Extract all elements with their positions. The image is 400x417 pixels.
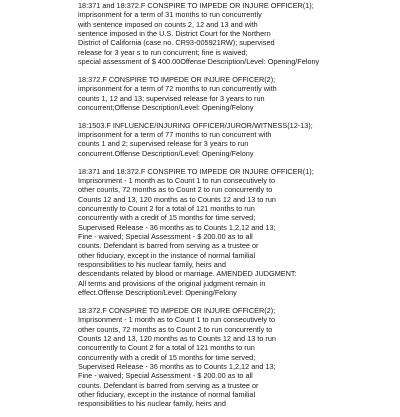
entry-text-line: other counts, 72 months as to Count 2 to run concurrently to xyxy=(78,324,273,334)
disposition-entry xyxy=(78,167,396,298)
entry-text-line: sentence imposed in the U.S. District Court for the Northern xyxy=(78,29,271,39)
disposition-entry xyxy=(78,121,396,158)
entry-text-line: Counts 12 and 13, 120 months as to Counts 12 and 13 to run xyxy=(78,194,276,204)
disposition-text xyxy=(78,1,396,417)
entry-heading: 18:372.F CONSPIRE TO IMPEDE OR INJURE OFFICER(2); xyxy=(78,74,276,84)
entry-text-line: District of California (case no. CR93-005921RW); supervised xyxy=(78,38,275,48)
entry-text-line: counts 1 and 2; supervised release for 3 years to run xyxy=(78,139,249,149)
entry-text-line: Fine - waived; Special Assessment - $ 200.00 as to all xyxy=(78,232,253,242)
entry-text-line: other fiduciary, except in the instance of normal familial xyxy=(78,390,256,400)
entry-text-line: counts. Defendant is barred from serving as a trustee or xyxy=(78,380,259,390)
entry-text-line: responsibilities to his nuclear family, heirs and xyxy=(78,399,226,409)
disposition-entry xyxy=(78,75,396,112)
entry-text-line: Imprisonment - 1 month as to Count 1 to run consecutively to xyxy=(78,315,276,325)
entry-text-line: counts 1, 12 and 13; supervised release for 3 years to run xyxy=(78,93,265,103)
entry-text-line: responsibilities to his nuclear family, heirs and xyxy=(78,260,226,270)
entry-text-line: imprisonment for a term of 72 months to run concurrently with xyxy=(78,84,277,94)
entry-text-line: Supervised Release - 36 months as to Counts 1,2,12 and 13; xyxy=(78,362,276,372)
entry-text-line: with sentence imposed on counts 2, 12 and 13 and with xyxy=(78,19,258,29)
entry-heading: 18:1503.F INFLUENCE/INJURING OFFICER/JUROR/WITNESS(12-13); xyxy=(78,120,313,130)
entry-text-line: Imprisonment - 1 month as to Count 1 to run consecutively to xyxy=(78,176,276,185)
entry-text-line: concurrent.Offense Description/Level: Opening/Felony xyxy=(78,148,254,158)
entry-text-line: concurrently to Count 2 for a total of 121 months to run xyxy=(78,343,255,353)
entry-text-line: concurrent;Offense Description/Level: Opening/Felony xyxy=(78,102,254,112)
entry-text-line: other counts, 72 months as to Count 2 to run concurrently to xyxy=(78,185,273,195)
entry-text-line: counts. Defendant is barred from serving as a trustee or xyxy=(78,241,259,251)
entry-text-line: Supervised Release - 36 months as to Counts 1,2,12 and 13; xyxy=(78,222,276,232)
entry-heading: 18:371 and 18:372.F CONSPIRE TO IMPEDE OR INJURE OFFICER(1); xyxy=(78,166,314,176)
disposition-entry xyxy=(78,306,396,409)
entry-text-line: special assessment of $ 400.00Offense Description/Level: Opening/Felony xyxy=(78,57,320,67)
entry-text-line: concurrently with a credit of 15 months for time served; xyxy=(78,213,256,223)
entry-text-line: descendants related by blood or marriage. AMENDED JUDGMENT: xyxy=(78,269,297,279)
disposition-entry xyxy=(78,1,396,66)
entry-text-line: imprisonment for a term of 77 months to run concurrent with xyxy=(78,130,272,140)
entry-text-line: imprisonment for a term of 31 months to run concurrently xyxy=(78,10,262,20)
entry-text-line: Fine - waived; Special Assessment - $ 200.00 as to all xyxy=(78,371,253,381)
entry-text-line: effect.Offense Description/Level: Opening/Felony xyxy=(78,288,237,298)
entry-text-line: Counts 12 and 13, 120 months as to Counts 12 and 13 to run xyxy=(78,334,276,343)
entry-text-line: concurrently to Count 2 for a total of 121 months to run xyxy=(78,204,255,214)
entry-text-line: other fiduciary, except in the instance of normal familial xyxy=(78,250,256,260)
entry-text-line: release for 3 year s to run concurrent; fine is waived; xyxy=(78,47,248,57)
entry-heading: 18:372.F CONSPIRE TO IMPEDE OR INJURE OFFICER(2); xyxy=(78,305,276,315)
entry-heading: 18:371 and 18:372.F CONSPIRE TO IMPEDE OR INJURE OFFICER(1); xyxy=(78,1,314,10)
entry-text-line: concurrently with a credit of 15 months for time served; xyxy=(78,352,256,362)
entry-text-line: All terms and provisions of the original judgment remain in xyxy=(78,278,266,288)
